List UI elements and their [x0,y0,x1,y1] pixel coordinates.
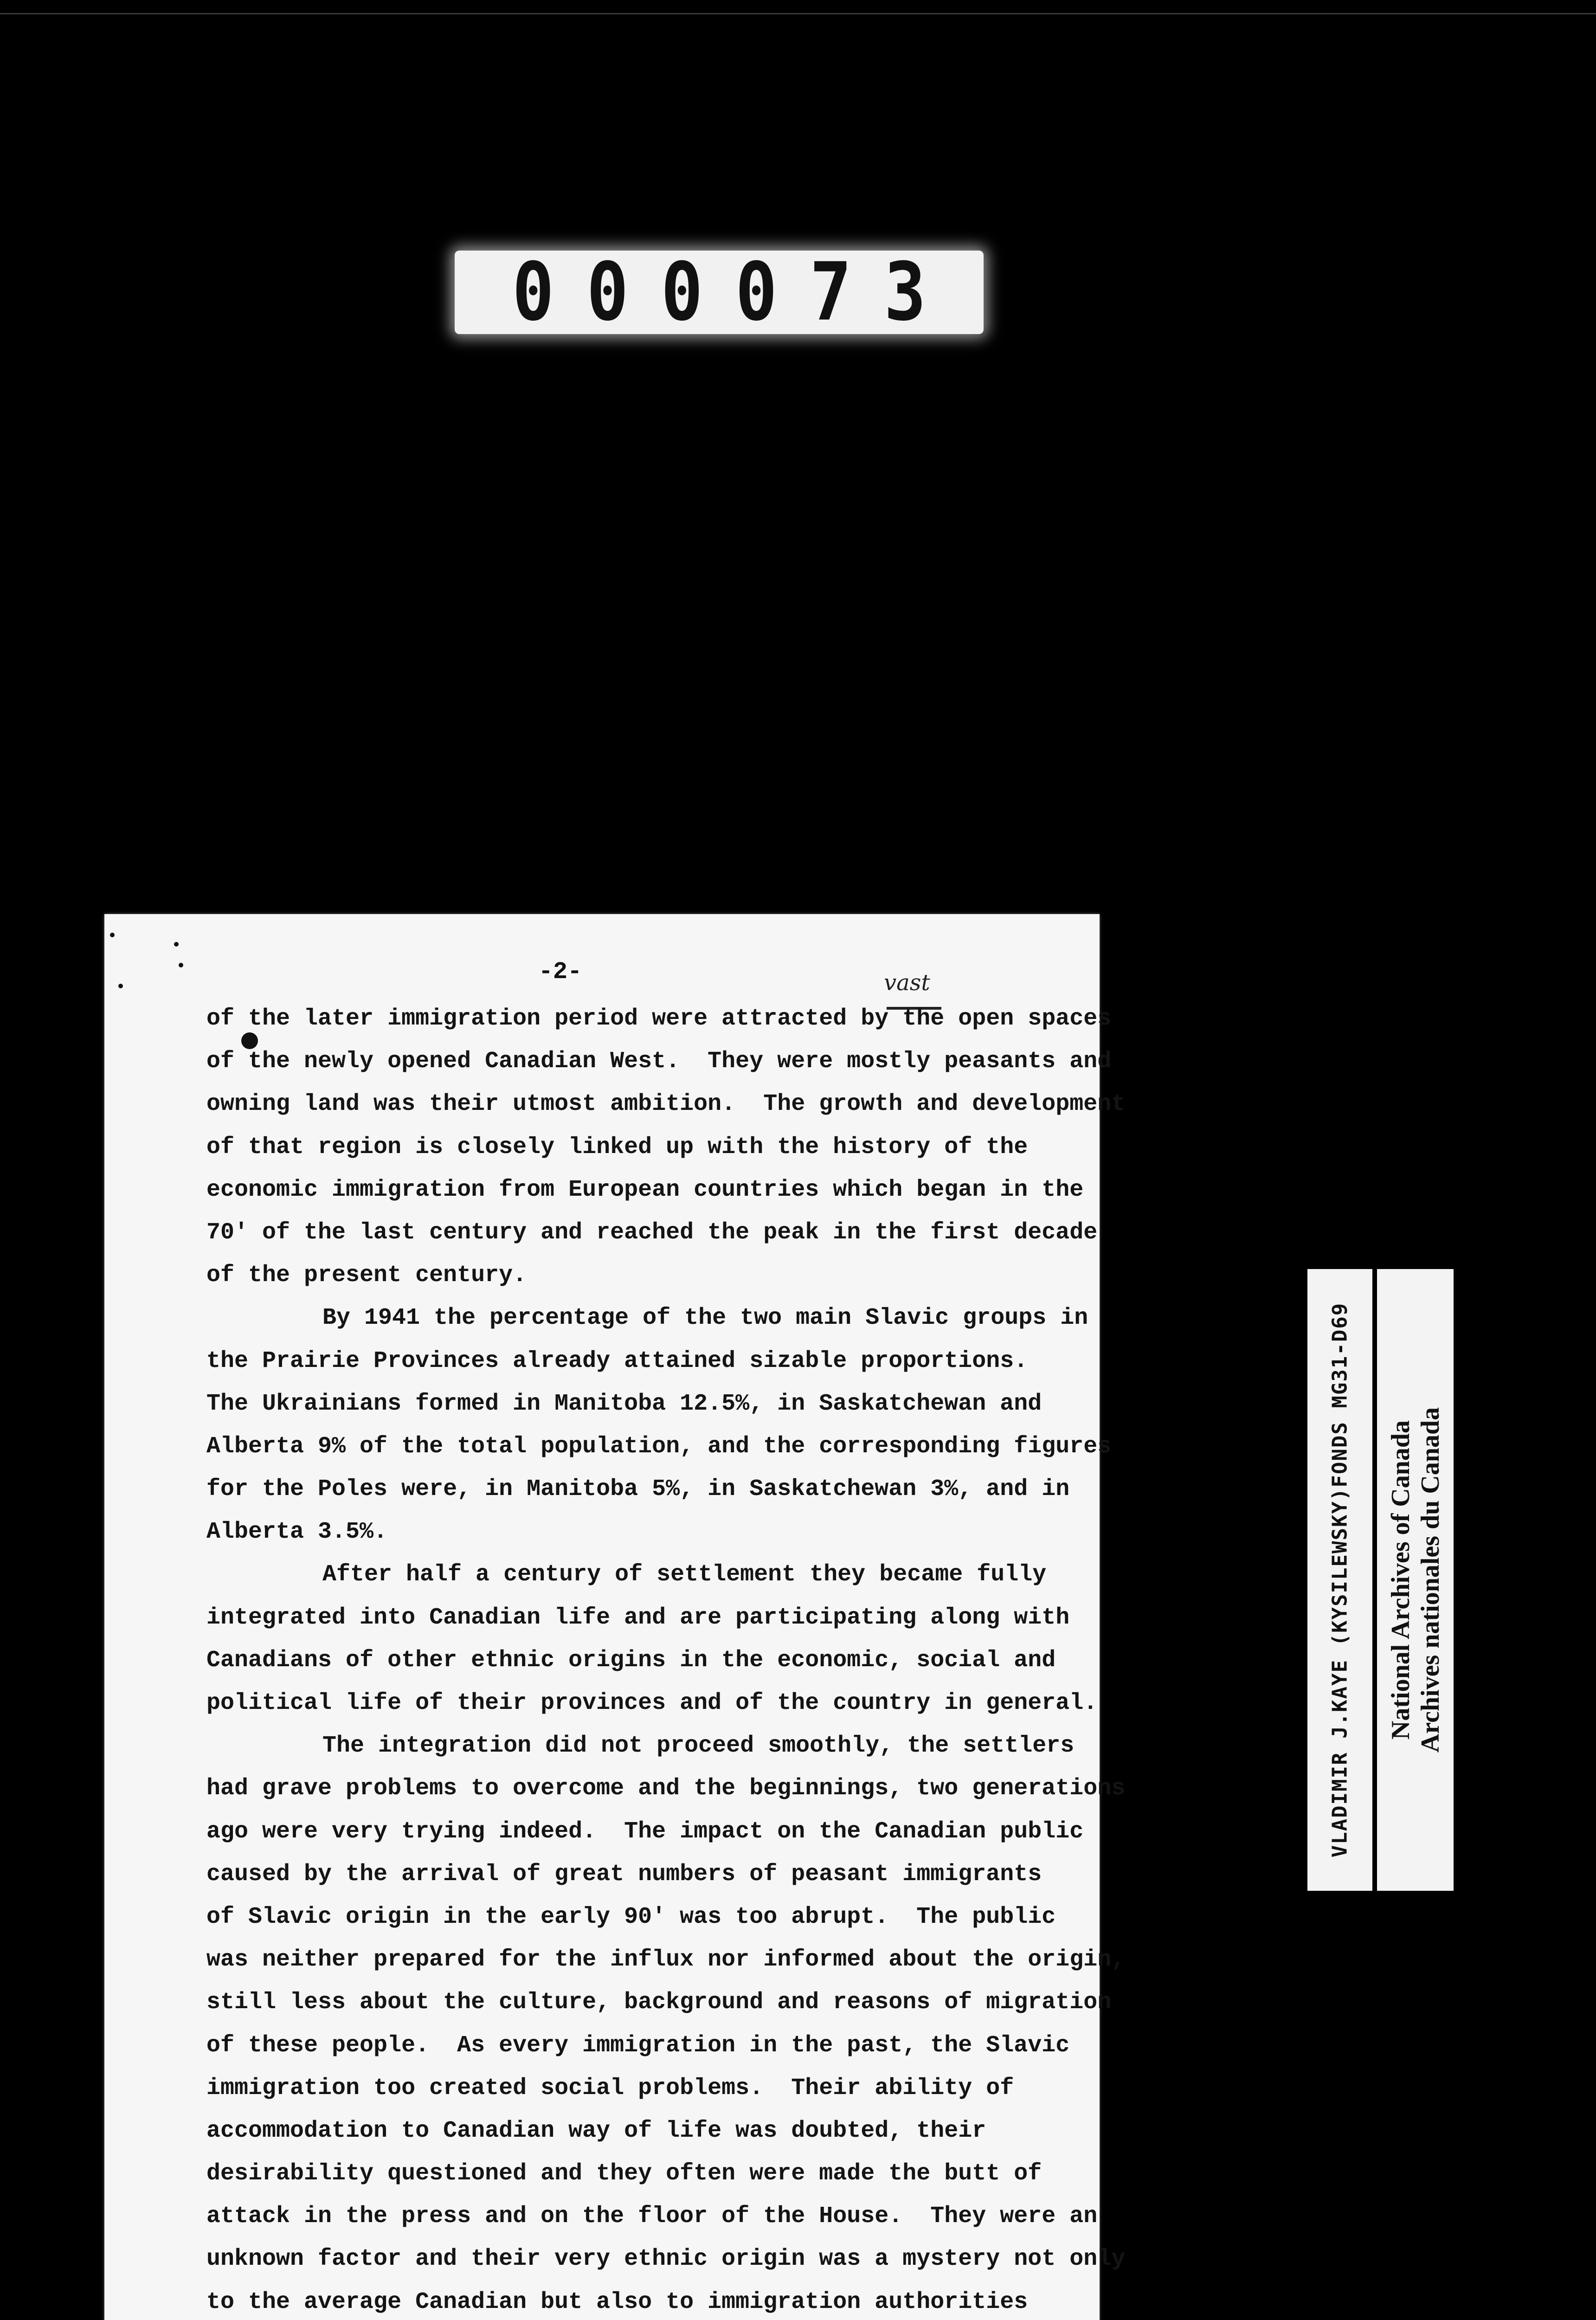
text-line: to the average Canadian but also to immigration authorities [206,2288,1028,2315]
text-line: of Slavic origin in the early 90' was too abrupt. The public [206,1903,1056,1930]
text-line: of the later immigration period were attracted by the open spaces [206,1005,1112,1032]
text-line: 70' of the last century and reached the peak in the first decade [206,1219,1098,1246]
text-line: economic immigration from European countries which began in the [206,1176,1084,1203]
text-line: of the present century. [206,1262,527,1289]
text-line: attack in the press and on the floor of the House. They were an [206,2203,1098,2230]
text-line: the Prairie Provinces already attained sizable proportions. [206,1347,1028,1374]
document-page [104,914,1126,2320]
archive-stamp-strip [1377,1269,1454,1891]
text-line: accommodation to Canadian way of life was doubted, their [206,2117,986,2144]
fonds-label: VLADIMIR J.KAYE (KYSILEWSKY)FONDS MG31-D69 [1328,1302,1352,1858]
fonds-label-strip [1307,1269,1372,1891]
text-line: ago were very trying indeed. The impact on the Canadian public [206,1818,1084,1845]
text-line: still less about the culture, background and reasons of migration [206,1989,1112,2016]
text-line: integrated into Canadian life and are participating along with [206,1604,1070,1631]
text-line: of the newly opened Canadian West. They were mostly peasants and [206,1048,1112,1075]
text-line: desirability questioned and they often were made the butt of [206,2160,1042,2187]
text-line: The Ukrainians formed in Manitoba 12.5%, in Saskatchewan and [206,1390,1042,1417]
handwritten-correction: vast [884,970,930,996]
text-line: had grave problems to overcome and the beginnings, two generations [206,1775,1126,1802]
text-line: was neither prepared for the influx nor informed about the origin, [206,1946,1126,1973]
text-line: Alberta 9% of the total population, and the corresponding figures [206,1433,1112,1460]
institution-english: National Archives of Canada [1386,1420,1415,1740]
text-line: political life of their provinces and of the country in general. [206,1690,1098,1716]
text-line: of that region is closely linked up with the history of the [206,1134,1028,1160]
text-line: caused by the arrival of great numbers of peasant immigrants [206,1861,1042,1888]
text-line: The integration did not proceed smoothly, the settlers [322,1733,1075,1759]
page-number: -2- [538,958,582,986]
margin-speck [174,942,179,947]
text-line: Alberta 3.5%. [206,1519,388,1546]
frame-number-digits: 000073 [512,245,959,339]
margin-speck [110,933,115,937]
text-line: After half a century of settlement they became fully [322,1561,1047,1588]
microfilm-frame-number [455,245,984,339]
text-line: Canadians of other ethnic origins in the economic, social and [206,1647,1056,1674]
text-line: unknown factor and their very ethnic origin was a mystery not only [206,2246,1126,2273]
archive-institution-stamp [1386,1407,1445,1753]
text-line: immigration too created social problems. Their ability of [206,2075,1014,2101]
typed-text-body [206,998,1126,2320]
text-line: for the Poles were, in Manitoba 5%, in Saskatchewan 3%, and in [206,1476,1070,1503]
text-line: of these people. As every immigration in the past, the Slavic [206,2032,1070,2059]
text-line: By 1941 the percentage of the two main Slavic groups in [322,1305,1088,1332]
text-line: owning land was their utmost ambition. The growth and development [206,1091,1126,1118]
institution-french: Archives nationales du Canada [1416,1407,1445,1753]
film-edge-rule [0,13,1596,14]
